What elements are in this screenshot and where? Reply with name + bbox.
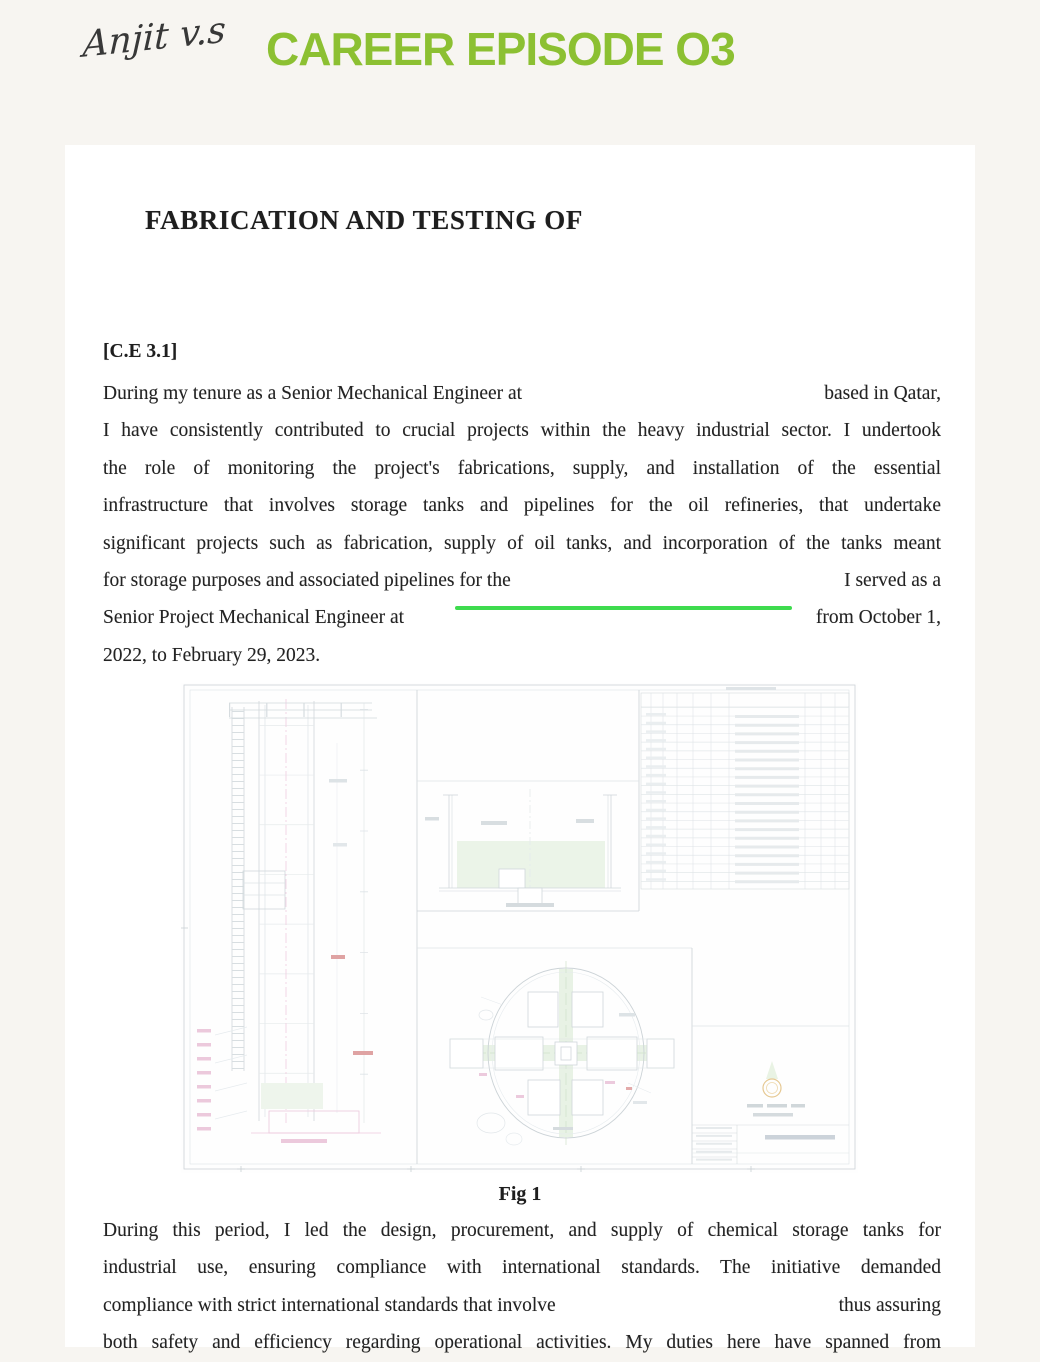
line-right-text: thus assuring <box>838 1294 941 1316</box>
line-right-text: based in Qatar, <box>824 383 941 404</box>
page-title: CAREER EPISODE O3 <box>266 23 735 75</box>
paragraph-line: 2022, to February 29, 2023. <box>103 644 321 666</box>
engineering-drawing-figure <box>181 683 858 1173</box>
line-right-text: I served as a <box>844 569 941 591</box>
paragraph-line: both safety and efficiency regarding operational activities. My duties here have spanned from <box>103 1332 941 1354</box>
paragraph-line: the role of monitoring the project's fabrications, supply, and installation of the essential <box>103 457 941 479</box>
paragraph-line: I have consistently contributed to crucial projects within the heavy industrial sector. I undertook <box>103 420 941 442</box>
green-redaction-line <box>455 606 792 610</box>
paragraph-line-redacted <box>103 599 941 636</box>
line-right-text: from October 1, <box>815 607 941 629</box>
tank-plan-view <box>450 961 674 1145</box>
document-heading: FABRICATION AND TESTING OF <box>145 205 583 235</box>
line-left-text: Senior Project Mechanical Engineer at <box>103 607 405 629</box>
tank-elevation-view <box>215 699 377 1123</box>
paragraph-line: infrastructure that involves storage tanks and pipelines for the oil refineries, that undertake <box>103 495 941 517</box>
bom-table <box>641 687 849 889</box>
paragraph-line-redacted <box>103 375 941 412</box>
paragraph-line-redacted <box>103 1287 941 1324</box>
signature-logo-text: Anjit v.s <box>82 9 227 66</box>
line-left-text: compliance with strict international standards that involve <box>103 1294 556 1316</box>
line-left-text: for storage purposes and associated pipelines for the <box>103 569 511 591</box>
paragraph-line-redacted <box>103 562 941 599</box>
figure-caption: Fig 1 <box>498 1183 542 1205</box>
title-block <box>692 1061 849 1164</box>
tank-section-view <box>425 789 621 907</box>
signature-logo <box>81 9 227 89</box>
paragraph-line: industrial use, ensuring compliance with international standards. The initiative demanded <box>103 1257 941 1279</box>
document-page <box>65 145 975 1354</box>
paragraph-2 <box>103 1212 941 1362</box>
line-left-text: During my tenure as a Senior Mechanical Engineer at <box>103 383 523 404</box>
paragraph-line: significant projects such as fabrication, supply of oil tanks, and incorporation of the tanks meant <box>103 532 941 554</box>
section-label: [C.E 3.1] <box>103 341 178 362</box>
paragraph-1 <box>103 375 941 674</box>
paragraph-line: During this period, I led the design, procurement, and supply of chemical storage tanks for <box>103 1220 941 1241</box>
tank-drawing-svg <box>181 683 858 1173</box>
